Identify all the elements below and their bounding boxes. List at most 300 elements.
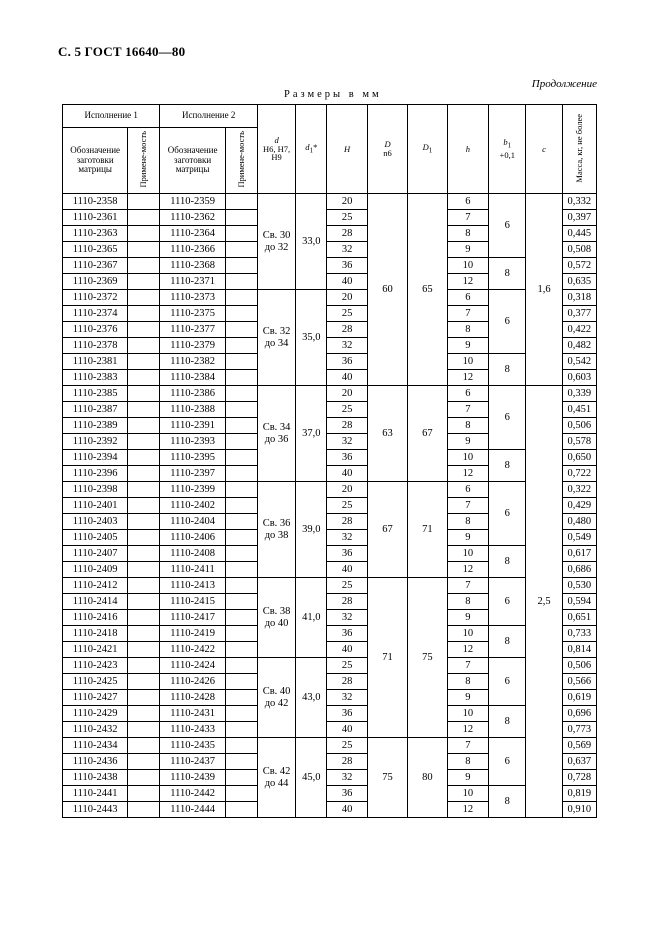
mass-value: 0,722 <box>562 466 596 482</box>
applicability-variant-1 <box>128 498 160 514</box>
b1-value: 6 <box>489 290 526 354</box>
applicability-variant-2 <box>225 642 257 658</box>
mass-value: 0,549 <box>562 530 596 546</box>
range-to: до 32 <box>264 241 289 253</box>
D-value: 75 <box>367 738 407 818</box>
mass-value: 0,578 <box>562 434 596 450</box>
designation-variant-1: 1110-2381 <box>63 354 128 370</box>
b1-symbol: b <box>503 137 508 148</box>
designation-variant-2: 1110-2408 <box>160 546 225 562</box>
applicability-variant-2 <box>225 530 257 546</box>
d1-subscript: 1 <box>309 146 314 155</box>
h-value: 8 <box>447 754 488 770</box>
applicability-variant-2 <box>225 338 257 354</box>
H-value: 25 <box>327 658 367 674</box>
range-to: до 40 <box>264 617 289 629</box>
H-value: 32 <box>327 242 367 258</box>
b1-subscript: 1 <box>507 142 512 151</box>
table-row <box>63 786 597 802</box>
mass-value: 0,482 <box>562 338 596 354</box>
applicability-variant-2 <box>225 434 257 450</box>
applicability-variant-1 <box>128 386 160 402</box>
h-value: 7 <box>447 578 488 594</box>
designation-variant-2: 1110-2433 <box>160 722 225 738</box>
H-value: 25 <box>327 738 367 754</box>
mass-value: 0,322 <box>562 482 596 498</box>
D-value: 63 <box>367 386 407 482</box>
diameter-range <box>257 578 295 658</box>
applicability-variant-2 <box>225 786 257 802</box>
H-value: 28 <box>327 418 367 434</box>
applicability-variant-1 <box>128 290 160 306</box>
d1-header <box>296 105 327 194</box>
mass-value: 0,686 <box>562 562 596 578</box>
table-row <box>63 482 597 498</box>
designation-variant-1: 1110-2358 <box>63 194 128 210</box>
mass-value: 0,650 <box>562 450 596 466</box>
applicability-variant-2 <box>225 706 257 722</box>
b1-header <box>489 105 526 194</box>
applicability-variant-2 <box>225 690 257 706</box>
b1-value: 8 <box>489 706 526 738</box>
applicability-variant-1 <box>128 786 160 802</box>
H-header <box>327 105 367 194</box>
H-value: 28 <box>327 754 367 770</box>
b1-value: 6 <box>489 578 526 626</box>
h-value: 10 <box>447 354 488 370</box>
range-from: Св. 42 <box>262 766 291 778</box>
table-row <box>63 194 597 210</box>
designation-variant-2: 1110-2368 <box>160 258 225 274</box>
diameter-range <box>257 386 295 482</box>
applicability-variant-2 <box>225 226 257 242</box>
applicability-variant-2 <box>225 562 257 578</box>
H-value: 20 <box>327 194 367 210</box>
mass-value: 0,728 <box>562 770 596 786</box>
diameter-range <box>257 738 295 818</box>
designation-variant-2: 1110-2428 <box>160 690 225 706</box>
designation-variant-2: 1110-2417 <box>160 610 225 626</box>
applicability-variant-2 <box>225 370 257 386</box>
diameter-range <box>257 658 295 738</box>
designation-variant-1: 1110-2434 <box>63 738 128 754</box>
mass-header <box>562 105 596 194</box>
designation-variant-1: 1110-2372 <box>63 290 128 306</box>
H-value: 32 <box>327 690 367 706</box>
applicability-variant-1 <box>128 738 160 754</box>
H-value: 32 <box>327 770 367 786</box>
designation-variant-1: 1110-2392 <box>63 434 128 450</box>
mass-value: 0,566 <box>562 674 596 690</box>
b1-value: 8 <box>489 626 526 658</box>
designation-variant-2: 1110-2379 <box>160 338 225 354</box>
D1-subscript: 1 <box>428 146 433 155</box>
h-value: 10 <box>447 786 488 802</box>
applicability-variant-1 <box>128 642 160 658</box>
d-symbol: d <box>274 134 279 145</box>
mass-value: 0,422 <box>562 322 596 338</box>
applicability-header-1 <box>128 128 160 194</box>
designation-variant-2: 1110-2404 <box>160 514 225 530</box>
H-value: 32 <box>327 610 367 626</box>
range-to: до 34 <box>264 337 289 349</box>
applicability-variant-1 <box>128 722 160 738</box>
applicability-variant-2 <box>225 466 257 482</box>
designation-variant-2: 1110-2395 <box>160 450 225 466</box>
D1-value: 80 <box>408 738 447 818</box>
h-value: 9 <box>447 610 488 626</box>
c-value: 2,5 <box>526 386 562 818</box>
mass-value: 0,910 <box>562 802 596 818</box>
b1-value: 8 <box>489 258 526 290</box>
applicability-variant-2 <box>225 754 257 770</box>
table-row <box>63 626 597 642</box>
h-header <box>447 105 488 194</box>
applicability-variant-1 <box>128 514 160 530</box>
mass-value: 0,506 <box>562 658 596 674</box>
H-value: 36 <box>327 546 367 562</box>
designation-variant-1: 1110-2365 <box>63 242 128 258</box>
h-value: 12 <box>447 722 488 738</box>
H-value: 28 <box>327 322 367 338</box>
h-value: 7 <box>447 306 488 322</box>
applicability-variant-1 <box>128 210 160 226</box>
designation-variant-1: 1110-2387 <box>63 402 128 418</box>
mass-value: 0,451 <box>562 402 596 418</box>
b1-value: 6 <box>489 738 526 786</box>
mass-value: 0,637 <box>562 754 596 770</box>
designation-variant-1: 1110-2432 <box>63 722 128 738</box>
applicability-variant-2 <box>225 498 257 514</box>
designation-variant-1: 1110-2443 <box>63 802 128 818</box>
applicability-header-2 <box>225 128 257 194</box>
applicability-variant-2 <box>225 722 257 738</box>
b1-value: 6 <box>489 386 526 450</box>
mass-value: 0,635 <box>562 274 596 290</box>
units-caption: Размеры в мм <box>284 89 382 100</box>
designation-variant-1: 1110-2385 <box>63 386 128 402</box>
applicability-variant-1 <box>128 562 160 578</box>
applicability-variant-2 <box>225 674 257 690</box>
table-row <box>63 546 597 562</box>
H-value: 32 <box>327 434 367 450</box>
designation-variant-2: 1110-2399 <box>160 482 225 498</box>
mass-value: 0,445 <box>562 226 596 242</box>
designation-variant-1: 1110-2421 <box>63 642 128 658</box>
D1-value: 65 <box>408 194 447 386</box>
H-value: 36 <box>327 258 367 274</box>
applicability-variant-2 <box>225 418 257 434</box>
H-value: 40 <box>327 562 367 578</box>
applicability-variant-1 <box>128 402 160 418</box>
H-value: 25 <box>327 578 367 594</box>
designation-variant-1: 1110-2423 <box>63 658 128 674</box>
h-value: 6 <box>447 290 488 306</box>
designation-variant-1: 1110-2369 <box>63 274 128 290</box>
mass-value: 0,508 <box>562 242 596 258</box>
applicability-variant-1 <box>128 450 160 466</box>
range-from: Св. 36 <box>262 518 291 530</box>
designation-variant-2: 1110-2362 <box>160 210 225 226</box>
designation-variant-1: 1110-2407 <box>63 546 128 562</box>
table-row <box>63 706 597 722</box>
D1-value: 71 <box>408 482 447 578</box>
h-value: 7 <box>447 738 488 754</box>
mass-value: 0,572 <box>562 258 596 274</box>
designation-variant-1: 1110-2412 <box>63 578 128 594</box>
h-value: 12 <box>447 274 488 290</box>
applicability-variant-1 <box>128 690 160 706</box>
table-row <box>63 386 597 402</box>
mass-value: 0,542 <box>562 354 596 370</box>
applicability-variant-1 <box>128 626 160 642</box>
designation-variant-2: 1110-2419 <box>160 626 225 642</box>
applicability-variant-1 <box>128 658 160 674</box>
designation-variant-1: 1110-2367 <box>63 258 128 274</box>
mass-value: 0,318 <box>562 290 596 306</box>
d1-value: 33,0 <box>296 194 327 290</box>
d-header <box>257 105 295 194</box>
h-value: 9 <box>447 242 488 258</box>
applicability-variant-1 <box>128 354 160 370</box>
H-value: 20 <box>327 290 367 306</box>
designation-variant-2: 1110-2366 <box>160 242 225 258</box>
applicability-variant-1 <box>128 418 160 434</box>
d1-value: 43,0 <box>296 658 327 738</box>
d1-symbol: d <box>305 141 310 152</box>
D-value: 67 <box>367 482 407 578</box>
h-value: 10 <box>447 258 488 274</box>
designation-variant-2: 1110-2411 <box>160 562 225 578</box>
b1-value: 8 <box>489 450 526 482</box>
H-value: 36 <box>327 450 367 466</box>
d1-value: 35,0 <box>296 290 327 386</box>
dimensions-table <box>62 104 597 818</box>
applicability-variant-2 <box>225 738 257 754</box>
designation-variant-2: 1110-2406 <box>160 530 225 546</box>
h-value: 12 <box>447 370 488 386</box>
designation-variant-2: 1110-2386 <box>160 386 225 402</box>
mass-value: 0,506 <box>562 418 596 434</box>
b1-value: 8 <box>489 546 526 578</box>
h-value: 8 <box>447 594 488 610</box>
table-row <box>63 738 597 754</box>
applicability-variant-2 <box>225 658 257 674</box>
designation-variant-1: 1110-2361 <box>63 210 128 226</box>
h-value: 9 <box>447 530 488 546</box>
applicability-label-1: Примене-мость <box>138 131 149 188</box>
D-fit: n6 <box>383 148 392 158</box>
h-value: 12 <box>447 466 488 482</box>
h-value: 6 <box>447 386 488 402</box>
range-from: Св. 38 <box>262 606 291 618</box>
H-value: 40 <box>327 370 367 386</box>
applicability-variant-2 <box>225 770 257 786</box>
range-from: Св. 40 <box>262 686 291 698</box>
range-from: Св. 32 <box>262 326 291 338</box>
applicability-variant-1 <box>128 338 160 354</box>
applicability-variant-1 <box>128 306 160 322</box>
range-to: до 38 <box>264 529 289 541</box>
d-fits: H6, H7, H9 <box>263 143 291 163</box>
D1-value: 67 <box>408 386 447 482</box>
mass-value: 0,733 <box>562 626 596 642</box>
h-value: 8 <box>447 226 488 242</box>
diameter-range <box>257 194 295 290</box>
b1-value: 6 <box>489 194 526 258</box>
designation-variant-1: 1110-2427 <box>63 690 128 706</box>
designation-variant-1: 1110-2436 <box>63 754 128 770</box>
designation-variant-2: 1110-2435 <box>160 738 225 754</box>
applicability-variant-2 <box>225 482 257 498</box>
designation-variant-1: 1110-2425 <box>63 674 128 690</box>
designation-variant-1: 1110-2376 <box>63 322 128 338</box>
designation-variant-1: 1110-2374 <box>63 306 128 322</box>
designation-header-2: Обозначение заготовки матрицы <box>160 128 225 194</box>
applicability-variant-1 <box>128 194 160 210</box>
H-value: 25 <box>327 306 367 322</box>
H-value: 40 <box>327 274 367 290</box>
mass-value: 0,594 <box>562 594 596 610</box>
applicability-variant-1 <box>128 322 160 338</box>
mass-value: 0,617 <box>562 546 596 562</box>
variant-1-header: Исполнение 1 <box>63 105 160 128</box>
designation-variant-2: 1110-2397 <box>160 466 225 482</box>
H-value: 28 <box>327 674 367 690</box>
mass-value: 0,332 <box>562 194 596 210</box>
h-value: 7 <box>447 210 488 226</box>
d1-value: 41,0 <box>296 578 327 658</box>
mass-value: 0,530 <box>562 578 596 594</box>
applicability-variant-2 <box>225 290 257 306</box>
applicability-variant-2 <box>225 274 257 290</box>
designation-variant-2: 1110-2437 <box>160 754 225 770</box>
d1-value: 37,0 <box>296 386 327 482</box>
table-row <box>63 290 597 306</box>
designation-variant-1: 1110-2405 <box>63 530 128 546</box>
h-symbol: h <box>465 143 470 154</box>
H-value: 40 <box>327 642 367 658</box>
H-value: 36 <box>327 626 367 642</box>
D-header <box>367 105 407 194</box>
designation-header-1: Обозначение заготовки матрицы <box>63 128 128 194</box>
mass-value: 0,480 <box>562 514 596 530</box>
applicability-variant-2 <box>225 306 257 322</box>
h-value: 7 <box>447 402 488 418</box>
mass-value: 0,569 <box>562 738 596 754</box>
range-to: до 42 <box>264 697 289 709</box>
applicability-variant-1 <box>128 242 160 258</box>
mass-value: 0,814 <box>562 642 596 658</box>
mass-value: 0,377 <box>562 306 596 322</box>
H-value: 20 <box>327 482 367 498</box>
h-value: 12 <box>447 802 488 818</box>
applicability-variant-1 <box>128 274 160 290</box>
designation-variant-2: 1110-2439 <box>160 770 225 786</box>
designation-variant-1: 1110-2429 <box>63 706 128 722</box>
d1-value: 45,0 <box>296 738 327 818</box>
mass-value: 0,429 <box>562 498 596 514</box>
b1-value: 6 <box>489 658 526 706</box>
designation-variant-2: 1110-2391 <box>160 418 225 434</box>
designation-variant-2: 1110-2402 <box>160 498 225 514</box>
designation-variant-1: 1110-2394 <box>63 450 128 466</box>
designation-variant-1: 1110-2441 <box>63 786 128 802</box>
D1-symbol: D <box>422 141 429 152</box>
h-value: 8 <box>447 418 488 434</box>
c-symbol: c <box>542 143 546 154</box>
mass-value: 0,651 <box>562 610 596 626</box>
D-value: 71 <box>367 578 407 738</box>
applicability-variant-2 <box>225 802 257 818</box>
H-value: 28 <box>327 514 367 530</box>
applicability-variant-1 <box>128 226 160 242</box>
designation-variant-2: 1110-2393 <box>160 434 225 450</box>
designation-variant-1: 1110-2389 <box>63 418 128 434</box>
table-row <box>63 450 597 466</box>
H-value: 40 <box>327 722 367 738</box>
H-value: 36 <box>327 706 367 722</box>
mass-value: 0,819 <box>562 786 596 802</box>
designation-variant-2: 1110-2442 <box>160 786 225 802</box>
applicability-variant-1 <box>128 482 160 498</box>
applicability-variant-1 <box>128 258 160 274</box>
designation-variant-1: 1110-2409 <box>63 562 128 578</box>
designation-variant-1: 1110-2438 <box>63 770 128 786</box>
D-value: 60 <box>367 194 407 386</box>
designation-variant-1: 1110-2363 <box>63 226 128 242</box>
applicability-variant-2 <box>225 594 257 610</box>
h-value: 8 <box>447 514 488 530</box>
c-value: 1,6 <box>526 194 562 386</box>
designation-variant-1: 1110-2383 <box>63 370 128 386</box>
diameter-range <box>257 482 295 578</box>
applicability-variant-1 <box>128 802 160 818</box>
D1-value: 75 <box>408 578 447 738</box>
applicability-variant-1 <box>128 754 160 770</box>
applicability-variant-1 <box>128 434 160 450</box>
designation-variant-2: 1110-2382 <box>160 354 225 370</box>
h-value: 12 <box>447 642 488 658</box>
designation-variant-2: 1110-2415 <box>160 594 225 610</box>
diameter-range <box>257 290 295 386</box>
c-header <box>526 105 562 194</box>
mass-value: 0,397 <box>562 210 596 226</box>
designation-variant-1: 1110-2416 <box>63 610 128 626</box>
mass-label: Масса, кг, не более <box>573 113 584 183</box>
designation-variant-1: 1110-2398 <box>63 482 128 498</box>
designation-variant-2: 1110-2444 <box>160 802 225 818</box>
designation-variant-2: 1110-2384 <box>160 370 225 386</box>
applicability-label-2: Примене-мость <box>235 131 246 188</box>
table-row <box>63 258 597 274</box>
mass-value: 0,603 <box>562 370 596 386</box>
applicability-variant-1 <box>128 706 160 722</box>
h-value: 6 <box>447 482 488 498</box>
designation-variant-2: 1110-2426 <box>160 674 225 690</box>
designation-variant-1: 1110-2378 <box>63 338 128 354</box>
applicability-variant-1 <box>128 546 160 562</box>
table-row <box>63 658 597 674</box>
range-from: Св. 34 <box>262 422 291 434</box>
applicability-variant-2 <box>225 322 257 338</box>
designation-variant-2: 1110-2373 <box>160 290 225 306</box>
h-value: 8 <box>447 674 488 690</box>
designation-variant-2: 1110-2371 <box>160 274 225 290</box>
applicability-variant-1 <box>128 594 160 610</box>
h-value: 10 <box>447 546 488 562</box>
applicability-variant-2 <box>225 242 257 258</box>
